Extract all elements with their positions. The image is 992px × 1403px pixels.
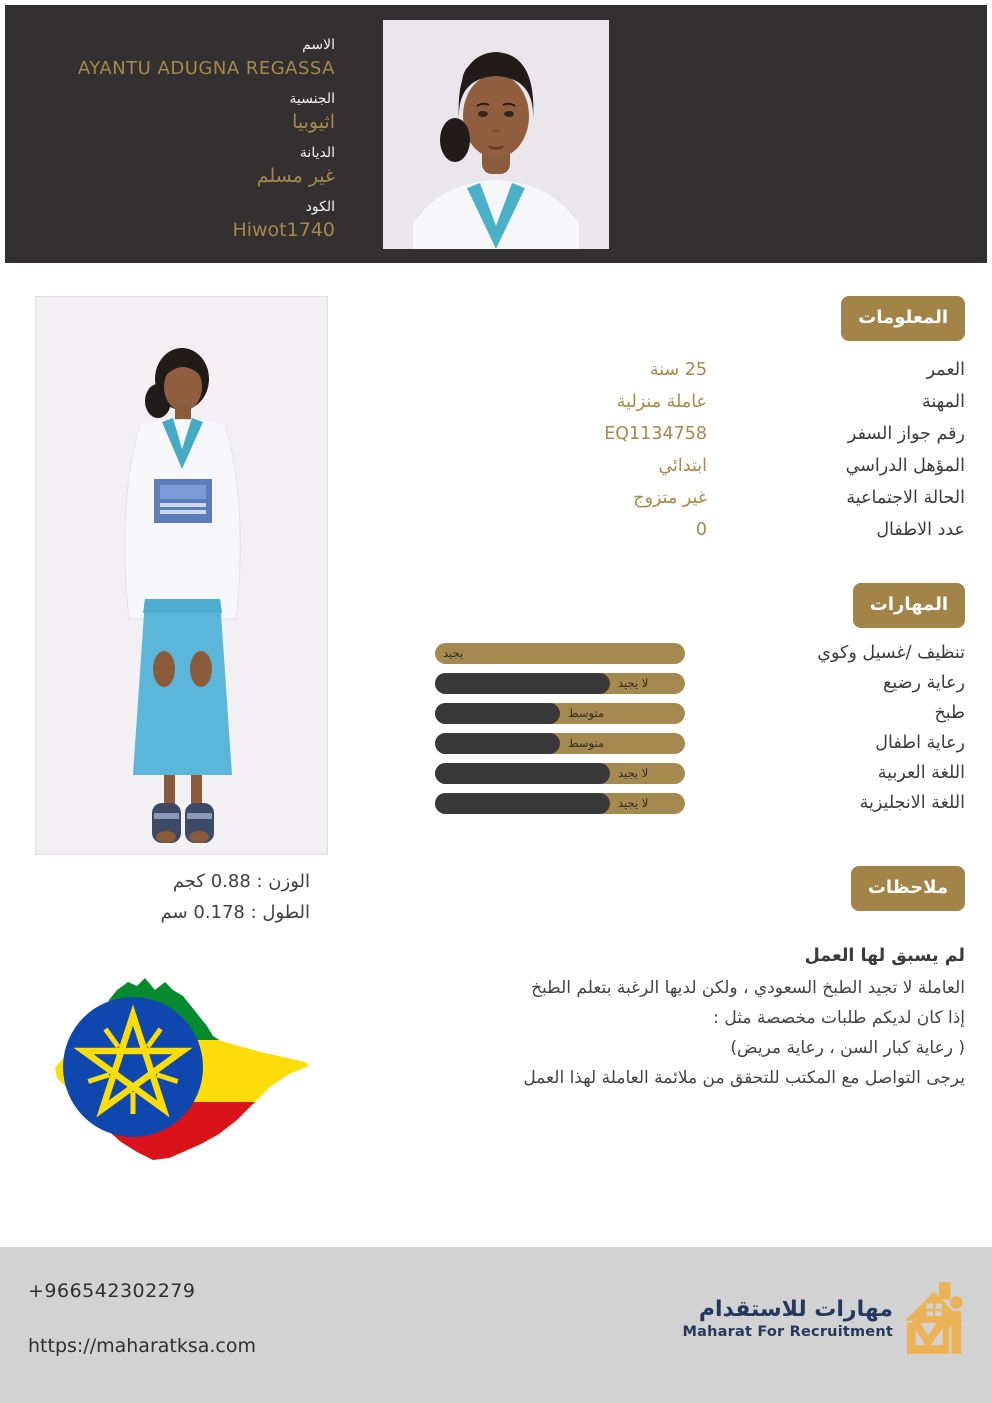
skill-level-label: يجيد <box>443 646 464 660</box>
full-body-illustration <box>36 297 328 855</box>
info-row-education <box>427 450 965 482</box>
website-link[interactable]: https://maharatksa.com <box>28 1335 257 1357</box>
info-value: غير متزوج <box>633 488 707 508</box>
info-row-passport <box>427 418 965 450</box>
info-label: المؤهل الدراسي <box>845 456 965 476</box>
skills-rows <box>435 638 965 818</box>
skill-bar-remainder <box>435 733 560 754</box>
skill-row-child-care <box>435 728 965 758</box>
skill-row-infant-care <box>435 668 965 698</box>
skill-label: رعاية اطفال <box>875 733 965 753</box>
nationality-label: الجنسية <box>289 91 335 107</box>
skill-level-label: لا يجيد <box>618 796 649 810</box>
ethiopia-flag-map <box>33 962 311 1170</box>
info-value: 0 <box>695 520 707 540</box>
brand-text <box>683 1296 893 1340</box>
notes-line: يرجى التواصل مع المكتب للتحقق من ملائمة العاملة لهذا العمل <box>523 1068 965 1088</box>
skill-bar <box>435 703 685 724</box>
info-row-profession <box>427 386 965 418</box>
skill-bar-remainder <box>435 703 560 724</box>
skill-label: اللغة الانجليزية <box>859 793 965 813</box>
skill-bar-remainder <box>435 763 610 784</box>
info-label: المهنة <box>921 392 965 412</box>
measurements <box>35 866 310 928</box>
notes-line: العاملة لا تجيد الطبخ السعودي ، ولكن لديها الرغبة بتعلم الطبخ <box>531 978 965 998</box>
name-label: الاسم <box>302 37 335 53</box>
headshot-illustration <box>383 20 609 249</box>
skill-label: طبخ <box>934 703 965 723</box>
skill-bar-remainder <box>435 673 610 694</box>
nationality-value: اثيوبيا <box>292 111 335 133</box>
skill-level-label: متوسط <box>568 706 605 720</box>
maharat-logo-icon <box>903 1279 965 1357</box>
height-text: الطول : 0.178 سم <box>160 902 310 923</box>
skill-label: تنظيف /غسيل وكوي <box>817 643 965 663</box>
section-title-information: المعلومات <box>841 296 965 341</box>
skill-row-cleaning <box>435 638 965 668</box>
skill-bar <box>435 793 685 814</box>
religion-label: الديانة <box>299 145 335 161</box>
footer-band <box>0 1247 992 1403</box>
skill-level-label: لا يجيد <box>618 676 649 690</box>
skill-level-label: لا يجيد <box>618 766 649 780</box>
skill-row-english <box>435 788 965 818</box>
info-value: ابتدائي <box>658 456 707 476</box>
skill-bar <box>435 763 685 784</box>
brand-name-english: Maharat For Recruitment <box>682 1324 893 1340</box>
headshot-photo <box>383 20 609 249</box>
ethiopia-map-illustration <box>33 962 311 1170</box>
skill-bar <box>435 733 685 754</box>
info-row-children <box>427 514 965 546</box>
notes-block <box>420 941 965 1093</box>
notes-line: إذا كان لديكم طلبات مخصصة مثل : <box>713 1008 965 1028</box>
brand-block <box>683 1279 965 1357</box>
skill-label: رعاية رضيع <box>883 673 965 693</box>
info-value: EQ1134758 <box>604 424 707 444</box>
phone-number[interactable]: +966542302279 <box>28 1280 196 1302</box>
skill-bar <box>435 673 685 694</box>
skill-row-arabic <box>435 758 965 788</box>
info-row-marital-status <box>427 482 965 514</box>
code-value: Hiwot1740 <box>232 219 335 241</box>
notes-line: ( رعاية كبار السن ، رعاية مريض) <box>730 1038 965 1058</box>
notes-headline: لم يسبق لها العمل <box>804 946 965 966</box>
skill-bar <box>435 643 685 664</box>
brand-name-arabic: مهارات للاستقدام <box>698 1297 893 1322</box>
header-band <box>5 5 987 263</box>
info-label: عدد الاطفال <box>876 520 965 540</box>
info-label: العمر <box>926 360 965 380</box>
info-rows <box>427 354 965 546</box>
skill-row-cooking <box>435 698 965 728</box>
name-value: AYANTU ADUGNA REGASSA <box>77 58 335 79</box>
info-row-age <box>427 354 965 386</box>
religion-value: غير مسلم <box>256 165 335 187</box>
skill-bar-remainder <box>435 793 610 814</box>
skill-label: اللغة العربية <box>877 763 965 783</box>
info-label: رقم جواز السفر <box>847 424 965 444</box>
weight-text: الوزن : 0.88 كجم <box>172 871 310 892</box>
skill-level-label: متوسط <box>568 736 605 750</box>
section-title-notes: ملاحظات <box>851 866 965 911</box>
info-label: الحالة الاجتماعية <box>846 488 965 508</box>
code-label: الكود <box>305 199 335 215</box>
info-value: عاملة منزلية <box>616 392 707 412</box>
full-body-photo <box>35 296 328 855</box>
header-fields <box>5 27 335 243</box>
section-title-skills: المهارات <box>853 583 965 628</box>
info-value: 25 سنة <box>649 360 707 380</box>
